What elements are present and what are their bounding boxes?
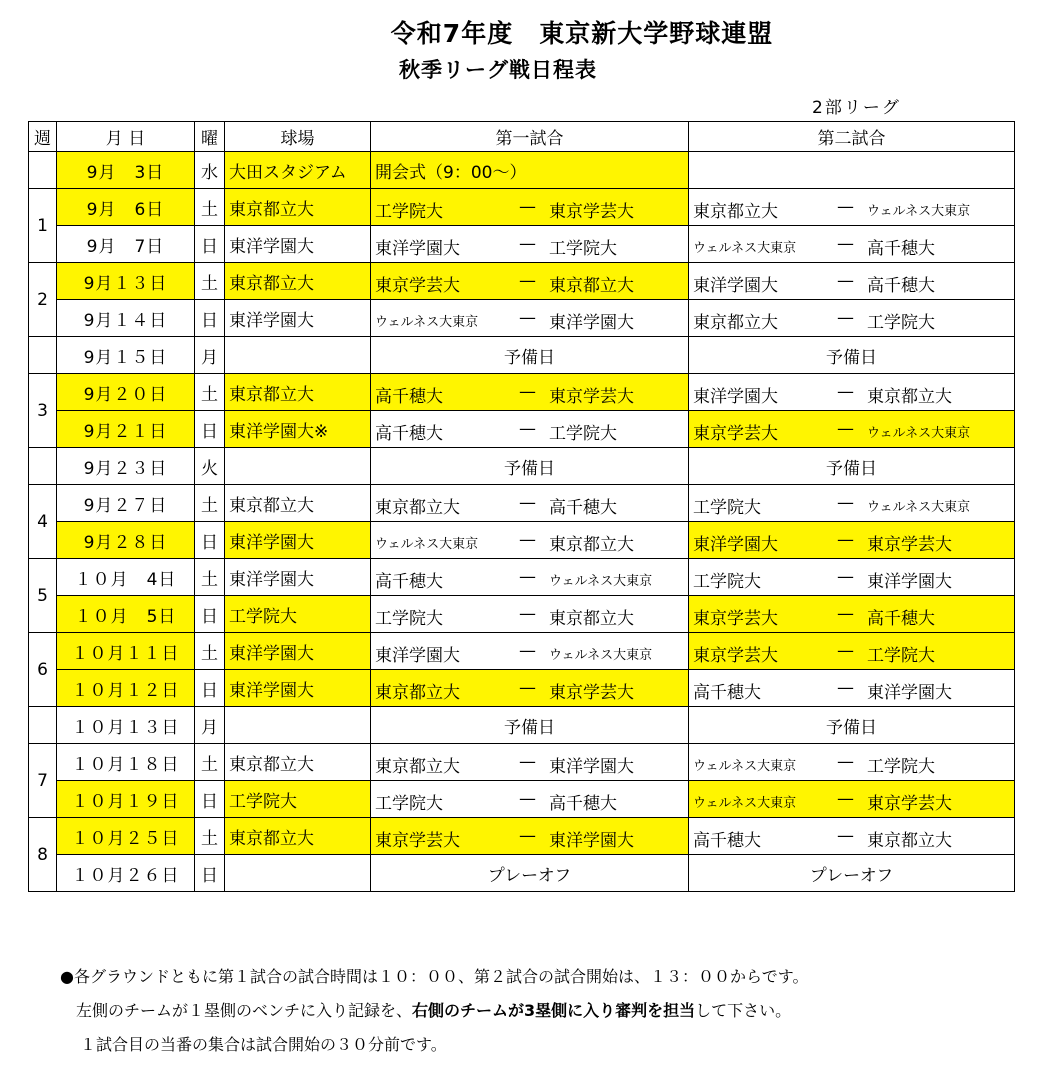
weekday-cell: 火 [195, 448, 225, 485]
vs-dash: — [837, 641, 854, 661]
column-header-game1: 第一試合 [371, 122, 689, 152]
team-left: 東洋学園大 [693, 387, 778, 407]
team-right: 東京学芸大 [549, 387, 634, 407]
vs-dash: — [519, 308, 536, 328]
note-bench-post: して下さい。 [695, 1001, 792, 1020]
team-right: 高千穂大 [867, 609, 935, 629]
column-header-weekday: 曜 [195, 122, 225, 152]
team-right: 東京都立大 [549, 276, 634, 296]
table-row [29, 485, 1015, 522]
weekday-cell: 土 [195, 633, 225, 670]
team-right: ウェルネス大東京 [867, 500, 971, 515]
team-right: 工学院大 [549, 239, 617, 259]
team-right: 東洋学園大 [867, 683, 952, 703]
team-left: 高千穂大 [375, 572, 443, 592]
weekday-cell: 日 [195, 522, 225, 559]
venue-cell: 東京都立大 [225, 374, 371, 411]
team-left: 東洋学園大 [693, 535, 778, 555]
game2-cell: 予備日 [689, 448, 1015, 485]
week-number [29, 152, 57, 189]
note-bench-bold: 右側のチームが3塁側に入り審判を担当 [412, 1001, 696, 1020]
game2-cell [689, 152, 1015, 189]
vs-dash: — [837, 493, 854, 513]
vs-dash: — [519, 197, 536, 217]
venue-cell [225, 337, 371, 374]
game1-cell [371, 818, 689, 855]
table-row [29, 633, 1015, 670]
venue-cell: 東洋学園大 [225, 559, 371, 596]
team-left: 工学院大 [693, 572, 761, 592]
date-cell: 9月２７日 [57, 485, 195, 522]
team-left: ウェルネス大東京 [375, 315, 479, 330]
game1-cell [371, 300, 689, 337]
team-left: 東京都立大 [693, 313, 778, 333]
game1-cell [371, 226, 689, 263]
weekday-cell: 土 [195, 263, 225, 300]
game2-cell [689, 522, 1015, 559]
game2-cell: 予備日 [689, 707, 1015, 744]
weekday-cell: 日 [195, 781, 225, 818]
team-left: 高千穂大 [693, 831, 761, 851]
game2-cell [689, 263, 1015, 300]
table-row [29, 781, 1015, 818]
week-number [29, 337, 57, 374]
game1-cell [371, 670, 689, 707]
note-bench-assignment [60, 1000, 809, 1021]
date-cell: １０月１９日 [57, 781, 195, 818]
team-right: 東京都立大 [867, 831, 952, 851]
game2-cell [689, 559, 1015, 596]
vs-dash: — [837, 197, 854, 217]
team-left: 東京都立大 [375, 757, 460, 777]
vs-dash: — [519, 641, 536, 661]
game2-cell [689, 670, 1015, 707]
vs-dash: — [519, 678, 536, 698]
game2-cell [689, 596, 1015, 633]
vs-dash: — [519, 752, 536, 772]
week-number: 8 [29, 818, 57, 892]
week-number: 5 [29, 559, 57, 633]
team-right: 東洋学園大 [549, 757, 634, 777]
game1-cell [371, 744, 689, 781]
weekday-cell: 月 [195, 707, 225, 744]
game1-cell [371, 485, 689, 522]
team-left: ウェルネス大東京 [693, 241, 797, 256]
venue-cell: 工学院大 [225, 596, 371, 633]
weekday-cell: 日 [195, 226, 225, 263]
week-number: 6 [29, 633, 57, 707]
column-header-date: 月 日 [57, 122, 195, 152]
team-right: 東京都立大 [549, 609, 634, 629]
date-cell: １０月１３日 [57, 707, 195, 744]
date-cell: １０月 5日 [57, 596, 195, 633]
schedule-table [28, 121, 1015, 892]
vs-dash: — [519, 604, 536, 624]
vs-dash: — [837, 567, 854, 587]
game1-cell [371, 263, 689, 300]
week-number: 1 [29, 189, 57, 263]
game1-cell [371, 781, 689, 818]
table-row [29, 596, 1015, 633]
team-left: 東京都立大 [375, 498, 460, 518]
column-header-game2: 第二試合 [689, 122, 1015, 152]
date-cell: 9月１３日 [57, 263, 195, 300]
game2-cell [689, 818, 1015, 855]
game1-cell [371, 411, 689, 448]
team-right: 東洋学園大 [549, 313, 634, 333]
note-bench-pre: 左側のチームが１塁側のベンチに入り記録を、 [76, 1001, 413, 1020]
team-left: 工学院大 [375, 794, 443, 814]
date-cell: 9月 3日 [57, 152, 195, 189]
venue-cell: 東京都立大 [225, 263, 371, 300]
venue-cell: 東洋学園大 [225, 226, 371, 263]
game1-cell: 予備日 [371, 337, 689, 374]
game1-cell: 予備日 [371, 707, 689, 744]
game1-cell [371, 633, 689, 670]
team-left: 東京学芸大 [693, 424, 778, 444]
team-left: ウェルネス大東京 [375, 537, 479, 552]
date-cell: １０月２６日 [57, 855, 195, 892]
week-number: 7 [29, 744, 57, 818]
team-right: ウェルネス大東京 [549, 574, 653, 589]
game2-cell: プレーオフ [689, 855, 1015, 892]
vs-dash: — [837, 826, 854, 846]
team-left: 東洋学園大 [375, 646, 460, 666]
date-cell: 9月１５日 [57, 337, 195, 374]
date-cell: 9月 7日 [57, 226, 195, 263]
vs-dash: — [519, 419, 536, 439]
weekday-cell: 土 [195, 374, 225, 411]
venue-cell: 東洋学園大※ [225, 411, 371, 448]
team-right: 工学院大 [549, 424, 617, 444]
game2-cell [689, 781, 1015, 818]
vs-dash: — [519, 789, 536, 809]
date-cell: 9月 6日 [57, 189, 195, 226]
weekday-cell: 水 [195, 152, 225, 189]
game1-cell [371, 559, 689, 596]
vs-dash: — [837, 271, 854, 291]
weekday-cell: 土 [195, 818, 225, 855]
table-row [29, 226, 1015, 263]
vs-dash: — [837, 419, 854, 439]
vs-dash: — [837, 604, 854, 624]
team-left: 東京都立大 [375, 683, 460, 703]
team-right: 東京都立大 [549, 535, 634, 555]
week-number [29, 707, 57, 744]
game2-cell: 予備日 [689, 337, 1015, 374]
week-number [29, 448, 57, 485]
team-right: 高千穂大 [867, 276, 935, 296]
weekday-cell: 土 [195, 559, 225, 596]
team-left: 東洋学園大 [693, 276, 778, 296]
game1-cell [371, 189, 689, 226]
table-row [29, 189, 1015, 226]
event-cell: 開会式（9：00～） [371, 152, 689, 189]
team-right: 東洋学園大 [549, 831, 634, 851]
team-left: 東京学芸大 [375, 276, 460, 296]
date-cell: １０月 4日 [57, 559, 195, 596]
team-right: 東洋学園大 [867, 572, 952, 592]
week-number: 3 [29, 374, 57, 448]
weekday-cell: 土 [195, 744, 225, 781]
vs-dash: — [519, 567, 536, 587]
date-cell: １０月１１日 [57, 633, 195, 670]
column-header-venue: 球場 [225, 122, 371, 152]
vs-dash: — [837, 382, 854, 402]
table-row [29, 448, 1015, 485]
vs-dash: — [837, 752, 854, 772]
weekday-cell: 土 [195, 485, 225, 522]
date-cell: 9月２１日 [57, 411, 195, 448]
weekday-cell: 日 [195, 411, 225, 448]
game1-cell [371, 522, 689, 559]
team-right: ウェルネス大東京 [549, 648, 653, 663]
game1-cell: プレーオフ [371, 855, 689, 892]
game1-cell [371, 374, 689, 411]
table-row [29, 818, 1015, 855]
table-row [29, 374, 1015, 411]
team-left: 工学院大 [693, 498, 761, 518]
date-cell: 9月２３日 [57, 448, 195, 485]
table-row [29, 300, 1015, 337]
date-cell: １０月１８日 [57, 744, 195, 781]
venue-cell: 東洋学園大 [225, 670, 371, 707]
vs-dash: — [519, 493, 536, 513]
team-right: 高千穂大 [867, 239, 935, 259]
table-row [29, 559, 1015, 596]
venue-cell: 東京都立大 [225, 189, 371, 226]
team-right: 工学院大 [867, 313, 935, 333]
venue-cell [225, 448, 371, 485]
venue-cell: 東洋学園大 [225, 522, 371, 559]
game2-cell [689, 744, 1015, 781]
table-row [29, 670, 1015, 707]
team-right: ウェルネス大東京 [867, 204, 971, 219]
weekday-cell: 日 [195, 670, 225, 707]
vs-dash: — [519, 826, 536, 846]
team-left: 東洋学園大 [375, 239, 460, 259]
vs-dash: — [519, 271, 536, 291]
team-left: 東京学芸大 [375, 831, 460, 851]
date-cell: 9月２８日 [57, 522, 195, 559]
team-left: 東京都立大 [693, 202, 778, 222]
week-number: 4 [29, 485, 57, 559]
team-left: 東京学芸大 [693, 646, 778, 666]
game2-cell [689, 300, 1015, 337]
vs-dash: — [837, 308, 854, 328]
weekday-cell: 日 [195, 300, 225, 337]
vs-dash: — [837, 678, 854, 698]
venue-cell: 東京都立大 [225, 485, 371, 522]
page-subtitle: 秋季リーグ戦日程表 [399, 58, 597, 82]
division-label: 2部リーグ [812, 98, 901, 118]
note-gathering-time: １試合目の当番の集合は試合開始の３０分前です。 [80, 1035, 447, 1054]
table-header-row [29, 122, 1015, 152]
vs-dash: — [837, 234, 854, 254]
table-row [29, 707, 1015, 744]
venue-cell: 東洋学園大 [225, 300, 371, 337]
table-row [29, 152, 1015, 189]
team-right: 東京都立大 [867, 387, 952, 407]
page-title: 令和7年度 東京新大学野球連盟 [390, 19, 774, 48]
team-right: 高千穂大 [549, 794, 617, 814]
vs-dash: — [519, 530, 536, 550]
team-right: 東京学芸大 [549, 683, 634, 703]
table-row [29, 263, 1015, 300]
vs-dash: — [837, 530, 854, 550]
table-row [29, 522, 1015, 559]
venue-cell [225, 707, 371, 744]
table-row [29, 855, 1015, 892]
game2-cell [689, 411, 1015, 448]
game1-cell [371, 596, 689, 633]
game2-cell [689, 485, 1015, 522]
table-row [29, 744, 1015, 781]
notes [60, 966, 809, 1068]
date-cell: 9月１４日 [57, 300, 195, 337]
venue-cell: 東京都立大 [225, 744, 371, 781]
game2-cell [689, 633, 1015, 670]
game1-cell: 予備日 [371, 448, 689, 485]
date-cell: １０月１２日 [57, 670, 195, 707]
venue-cell [225, 855, 371, 892]
team-left: ウェルネス大東京 [693, 796, 797, 811]
team-right: 高千穂大 [549, 498, 617, 518]
team-left: 高千穂大 [693, 683, 761, 703]
game2-cell [689, 374, 1015, 411]
venue-cell: 東京都立大 [225, 818, 371, 855]
team-right: ウェルネス大東京 [867, 426, 971, 441]
game2-cell [689, 189, 1015, 226]
team-right: 東京学芸大 [549, 202, 634, 222]
game2-cell [689, 226, 1015, 263]
vs-dash: — [837, 789, 854, 809]
vs-dash: — [519, 382, 536, 402]
weekday-cell: 日 [195, 596, 225, 633]
team-left: ウェルネス大東京 [693, 759, 797, 774]
team-left: 工学院大 [375, 202, 443, 222]
column-header-week: 週 [29, 122, 57, 152]
table-row [29, 411, 1015, 448]
team-left: 工学院大 [375, 609, 443, 629]
date-cell: １０月２５日 [57, 818, 195, 855]
venue-cell: 工学院大 [225, 781, 371, 818]
team-right: 東京学芸大 [867, 535, 952, 555]
weekday-cell: 日 [195, 855, 225, 892]
team-left: 東京学芸大 [693, 609, 778, 629]
table-row [29, 337, 1015, 374]
team-left: 高千穂大 [375, 387, 443, 407]
venue-cell: 東洋学園大 [225, 633, 371, 670]
team-right: 工学院大 [867, 757, 935, 777]
team-right: 東京学芸大 [867, 794, 952, 814]
team-left: 高千穂大 [375, 424, 443, 444]
vs-dash: — [519, 234, 536, 254]
week-number: 2 [29, 263, 57, 337]
venue-cell: 大田スタジアム [225, 152, 371, 189]
weekday-cell: 土 [195, 189, 225, 226]
weekday-cell: 月 [195, 337, 225, 374]
team-right: 工学院大 [867, 646, 935, 666]
note-game-times: ●各グラウンドともに第１試合の試合時間は１０：００、第２試合の試合開始は、１３：００からです。 [60, 967, 809, 986]
date-cell: 9月２０日 [57, 374, 195, 411]
